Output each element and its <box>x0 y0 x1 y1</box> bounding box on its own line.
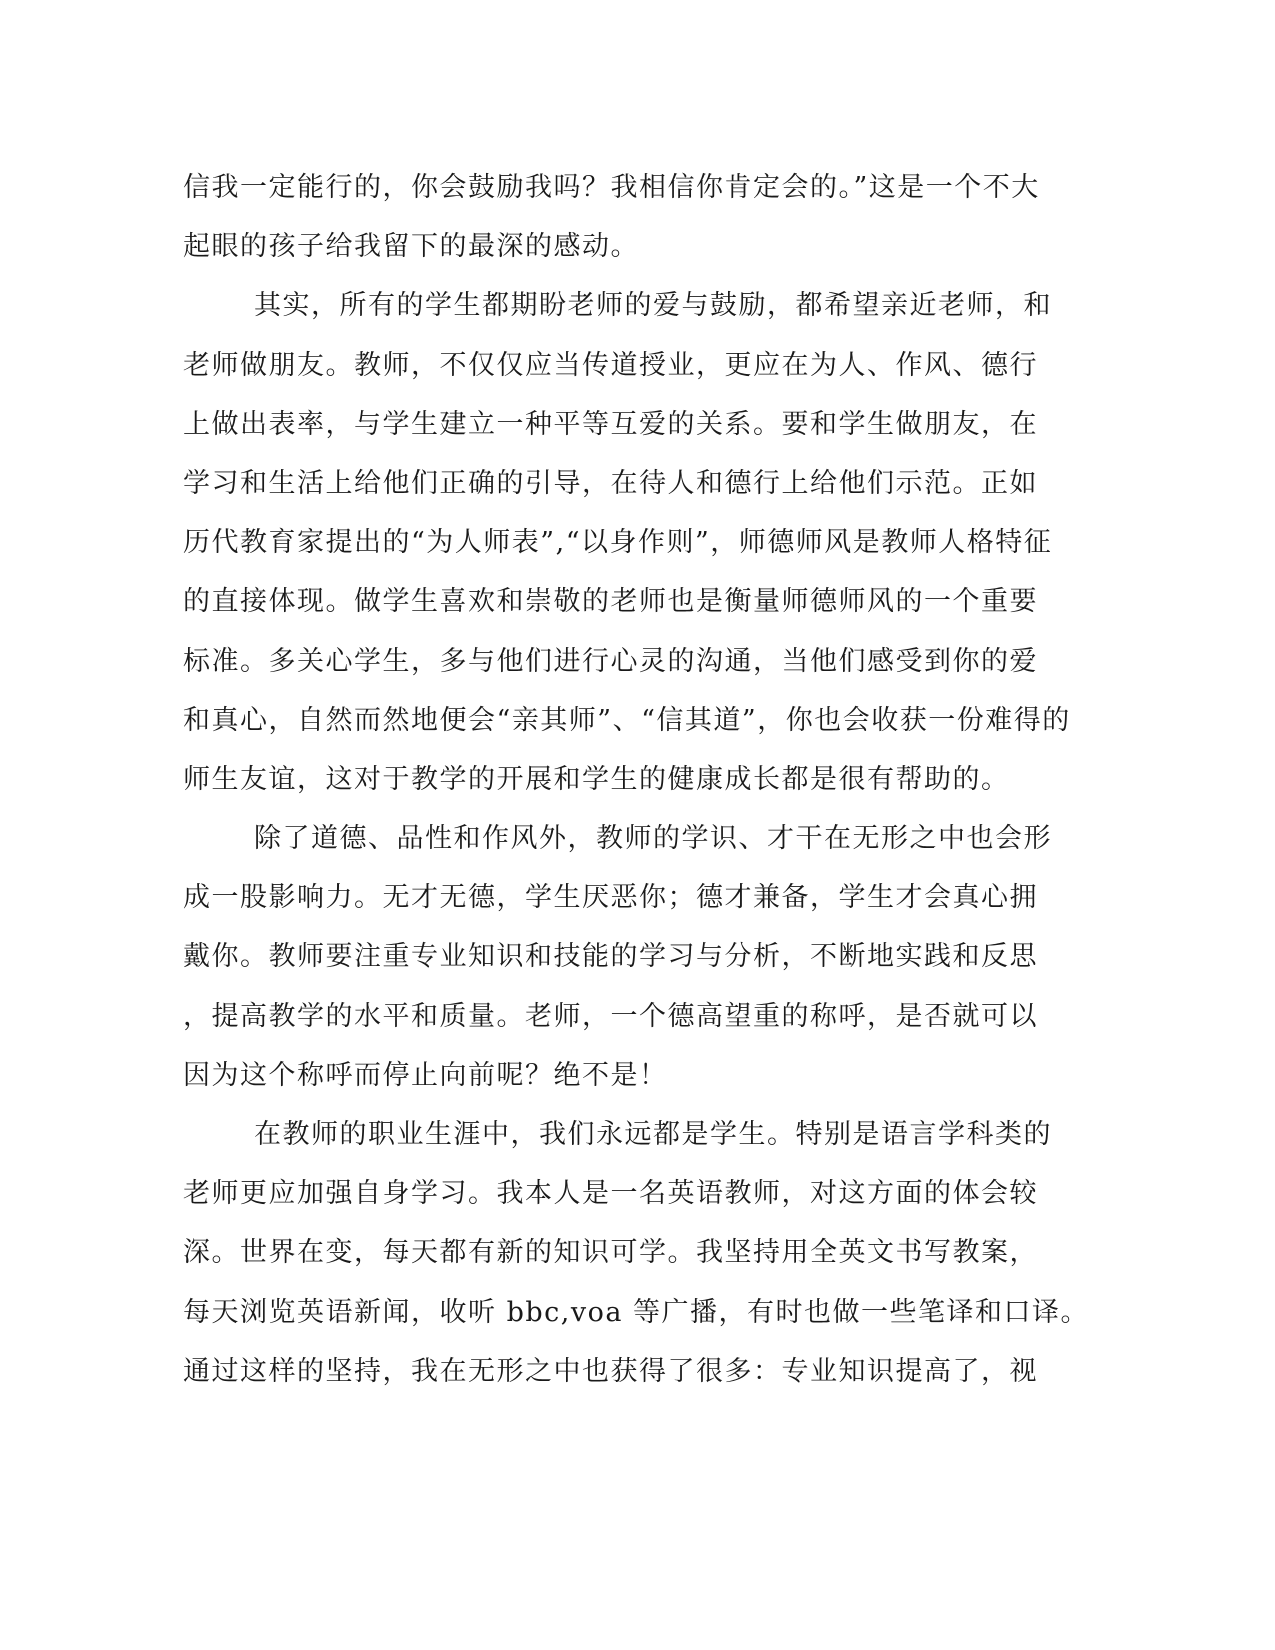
text-line: 学习和生活上给他们正确的引导，在待人和德行上给他们示范。正如 <box>183 467 1038 499</box>
text-line: 深。世界在变，每天都有新的知识可学。我坚持用全英文书写教案， <box>183 1237 1038 1269</box>
text-line: 其实，所有的学生都期盼老师的爱与鼓励，都希望亲近老师，和 <box>254 290 1052 322</box>
text-line: 因为这个称呼而停止向前呢？绝不是！ <box>183 1059 668 1091</box>
text-line: 老师更应加强自身学习。我本人是一名英语教师，对这方面的体会较 <box>183 1178 1038 1210</box>
text-line: 标准。多关心学生，多与他们进行心灵的沟通，当他们感受到你的爱 <box>183 645 1038 677</box>
text-line: 除了道德、品性和作风外，教师的学识、才干在无形之中也会形 <box>254 823 1052 855</box>
text-line: 历代教育家提出的“为人师表”,“以身作则”，师德师风是教师人格特征 <box>183 527 1053 559</box>
text-line: 的直接体现。做学生喜欢和崇敬的老师也是衡量师德师风的一个重要 <box>183 586 1038 618</box>
body-text <box>183 158 1090 1401</box>
text-line: 在教师的职业生涯中，我们永远都是学生。特别是语言学科类的 <box>254 1119 1052 1150</box>
text-line: 戴你。教师要注重专业知识和技能的学习与分析，不断地实践和反思 <box>183 941 1038 973</box>
text-line: 信我一定能行的，你会鼓励我吗？我相信你肯定会的。”这是一个不大 <box>183 172 1040 203</box>
text-line: 上做出表率，与学生建立一种平等互爱的关系。要和学生做朋友，在 <box>183 408 1038 440</box>
text-line: 通过这样的坚持，我在无形之中也获得了很多：专业知识提高了，视 <box>183 1355 1038 1387</box>
text-line: 老师做朋友。教师，不仅仅应当传道授业，更应在为人、作风、德行 <box>183 349 1038 381</box>
text-line: 和真心，自然而然地便会“亲其师”、“信其道”，你也会收获一份难得的 <box>183 704 1071 736</box>
text-line: ，提高教学的水平和质量。老师，一个德高望重的称呼，是否就可以 <box>183 1000 1038 1032</box>
text-line: 成一股影响力。无才无德，学生厌恶你；德才兼备，学生才会真心拥 <box>183 882 1038 914</box>
text-line: 师生友谊，这对于教学的开展和学生的健康成长都是很有帮助的。 <box>183 763 1010 795</box>
text-line: 起眼的孩子给我留下的最深的感动。 <box>183 231 639 263</box>
text-line: 每天浏览英语新闻，收听 bbc,voa 等广播，有时也做一些笔译和口译。 <box>183 1296 1090 1328</box>
